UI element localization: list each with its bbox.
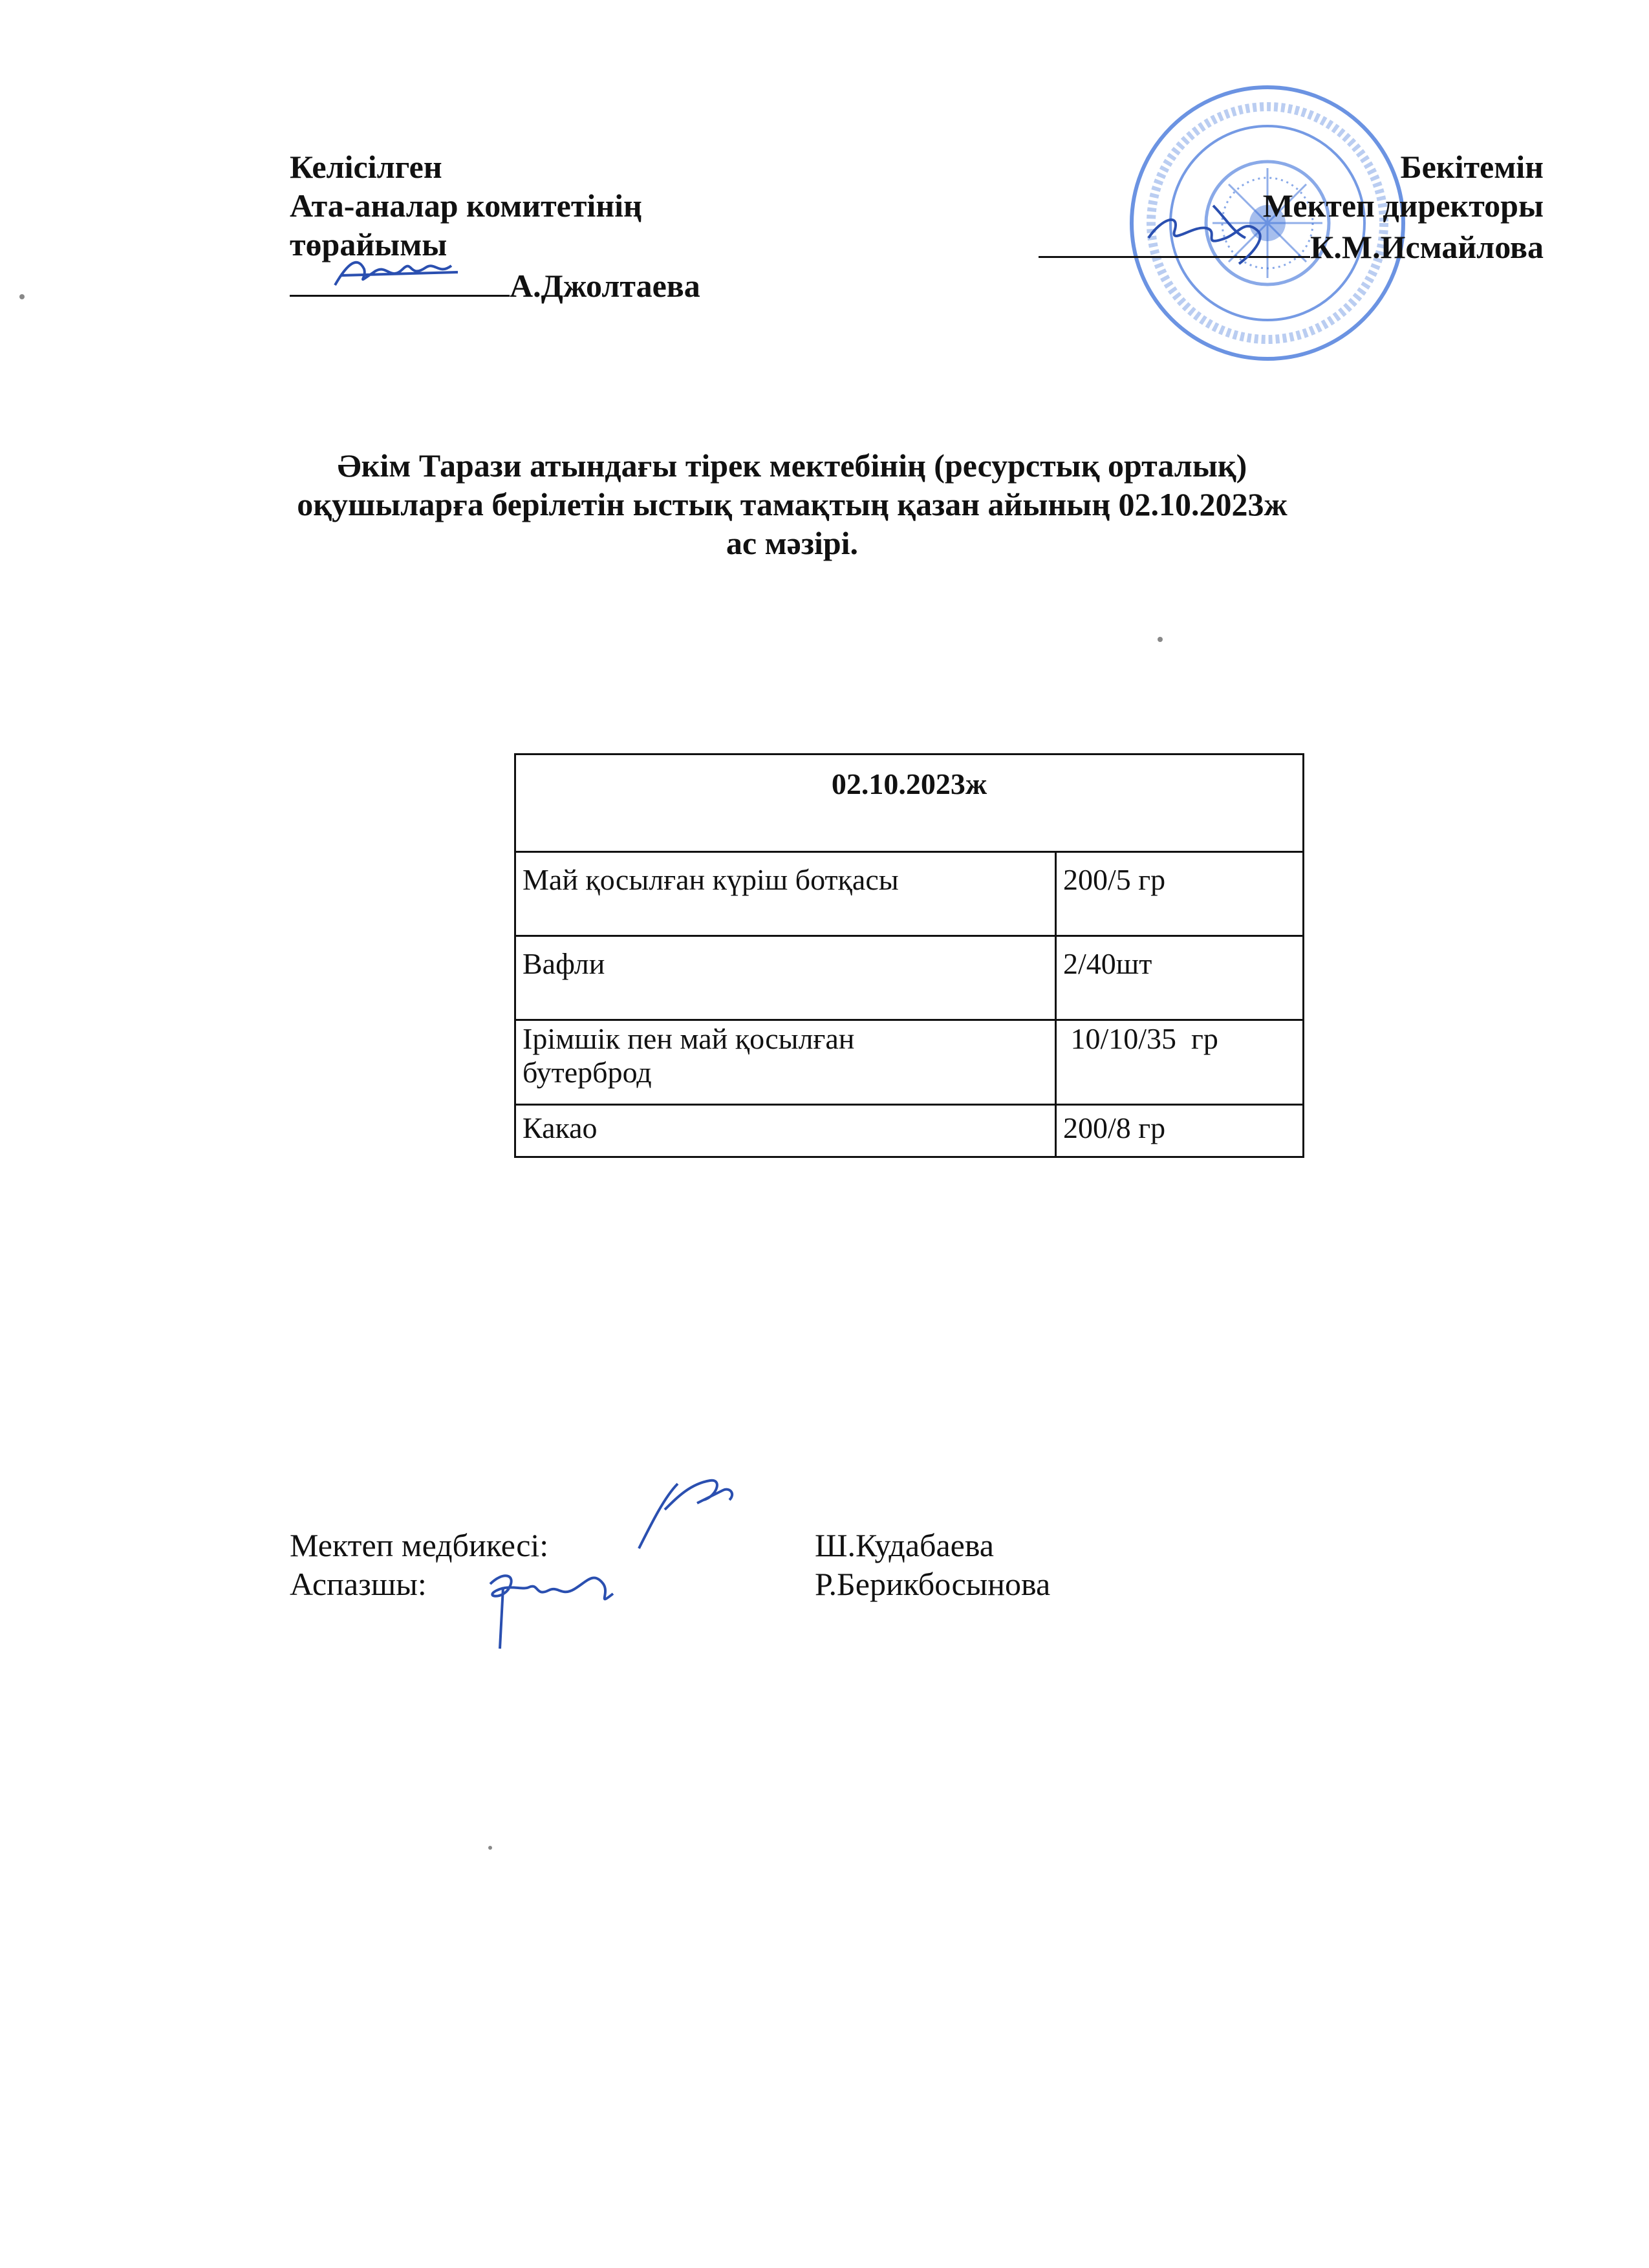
menu-quantity: 200/8 гр xyxy=(1056,1105,1304,1157)
table-row xyxy=(515,852,1304,936)
approval-right-heading: Бекітемін xyxy=(1400,149,1544,185)
menu-item-line-2: бутерброд xyxy=(523,1056,652,1089)
menu-quantity: 200/5 гр xyxy=(1056,852,1304,936)
menu-date-header: 02.10.2023ж xyxy=(515,754,1304,852)
table-header-row xyxy=(515,754,1304,852)
menu-quantity: 10/10/35 гр xyxy=(1056,1020,1304,1105)
menu-item: Май қосылған күріш ботқасы xyxy=(515,852,1056,936)
menu-item: Какао xyxy=(515,1105,1056,1157)
approval-right-position: Мектеп директоры xyxy=(1262,187,1544,224)
approval-left-heading: Келісілген xyxy=(290,149,442,185)
approval-left-name: А.Джолтаева xyxy=(510,268,700,304)
menu-item-line-1: Ірімшік пен май қосылған xyxy=(523,1022,855,1055)
footer-signatures xyxy=(290,1526,1195,1603)
approval-right-block xyxy=(897,147,1544,266)
menu-quantity: 2/40шт xyxy=(1056,936,1304,1020)
approval-left-block xyxy=(290,147,807,305)
director-signature-icon xyxy=(1136,193,1330,270)
approval-right-signature-line xyxy=(897,225,1544,266)
cook-signature-icon xyxy=(464,1558,658,1655)
menu-item xyxy=(515,1020,1056,1105)
signature-underline xyxy=(290,264,510,297)
approval-left-committee: Ата-аналар комитетінің xyxy=(290,187,642,224)
cook-signature-row xyxy=(290,1565,1195,1603)
table-row xyxy=(515,1020,1304,1105)
nurse-role: Мектеп медбикесі: xyxy=(290,1527,549,1563)
nurse-name: Ш.Кудабаева xyxy=(815,1527,994,1563)
scan-speck xyxy=(1158,637,1163,642)
menu-table xyxy=(514,753,1304,1158)
approval-left-position: төрайымы xyxy=(290,226,447,262)
scan-speck xyxy=(19,294,25,299)
title-line-3: ас мәзірі. xyxy=(726,525,859,561)
committee-chair-signature-icon xyxy=(329,250,548,295)
page-title xyxy=(194,446,1390,562)
title-line-2: оқушыларға берілетін ыстық тамақтың қазан айының 02.10.2023ж xyxy=(297,486,1288,522)
approval-left-signature-line xyxy=(290,264,807,305)
scan-speck xyxy=(488,1846,492,1850)
menu-item: Вафли xyxy=(515,936,1056,1020)
table-row xyxy=(515,1105,1304,1157)
nurse-signature-row xyxy=(290,1526,1195,1565)
signature-underline xyxy=(1039,225,1310,258)
nurse-signature-icon xyxy=(626,1471,742,1555)
title-line-1: Әкім Тарази атындағы тірек мектебінің (ресурстық орталық) xyxy=(337,447,1247,484)
table-row xyxy=(515,936,1304,1020)
approval-right-name: К.М.Исмайлова xyxy=(1310,229,1544,265)
cook-role: Аспазшы: xyxy=(290,1566,427,1602)
cook-name: Р.Берикбосынова xyxy=(815,1566,1051,1602)
